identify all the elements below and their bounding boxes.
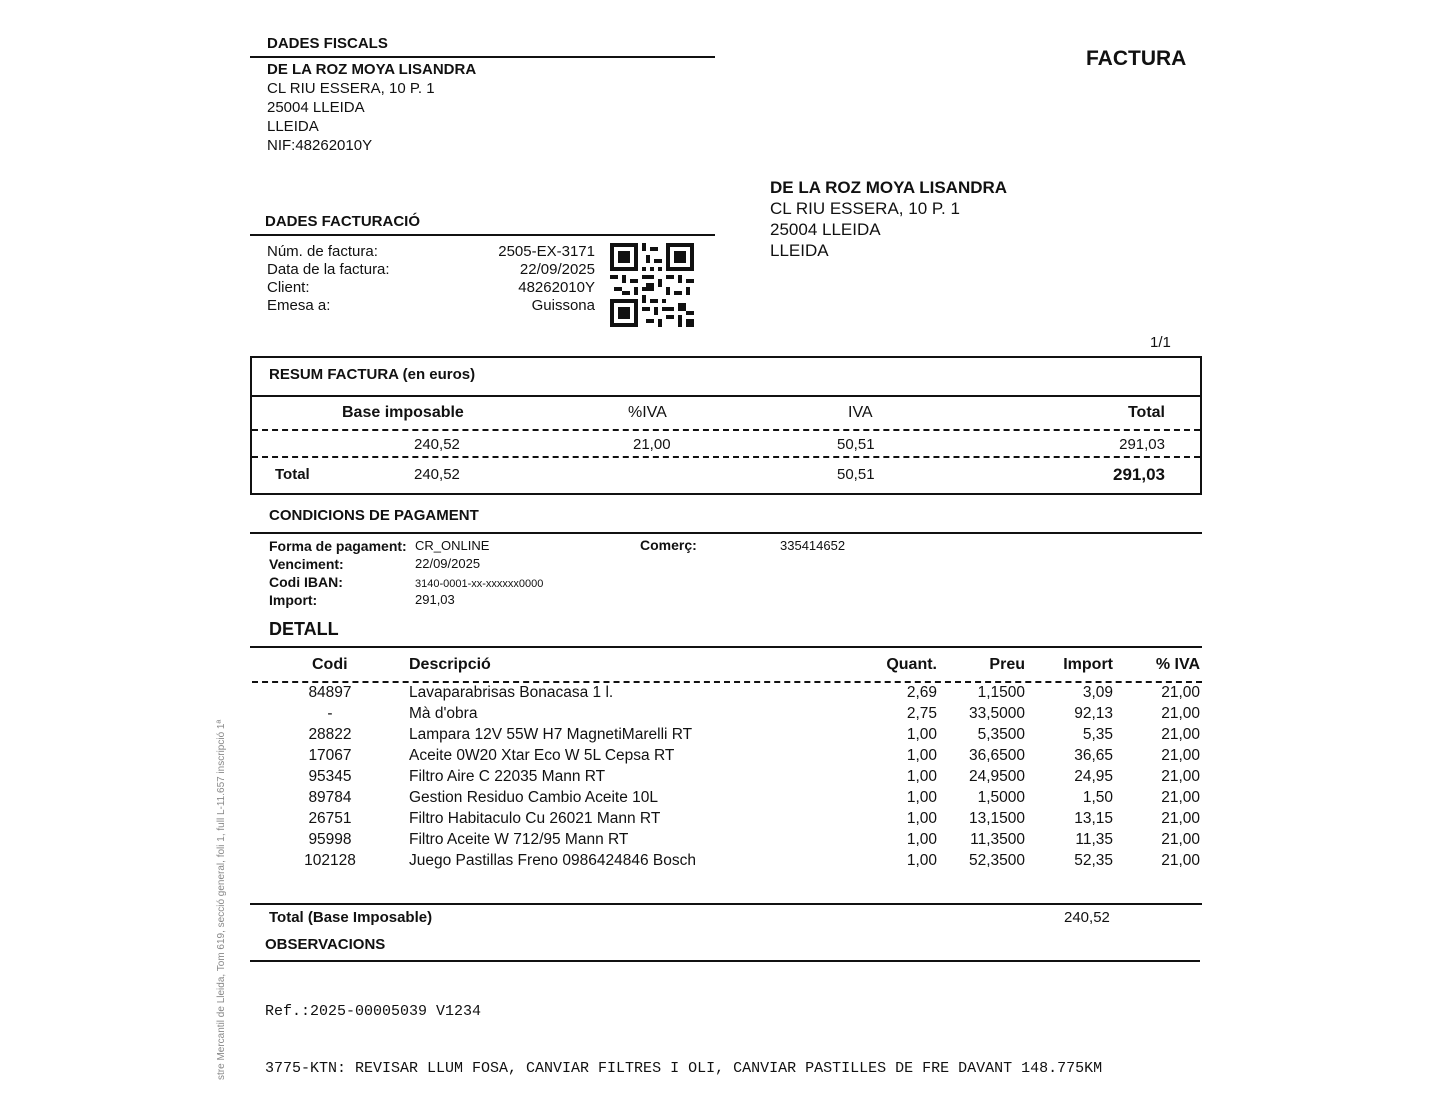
row-desc: Filtro Aceite W 712/95 Mann RT	[409, 831, 629, 848]
row-desc: Filtro Aire C 22035 Mann RT	[409, 768, 606, 785]
payment-block	[269, 537, 869, 609]
row-amount: 3,09	[1082, 684, 1113, 701]
row-price: 1,5000	[977, 789, 1025, 806]
summary-total-base: 240,52	[414, 466, 460, 483]
fiscal-heading-rule	[250, 56, 715, 58]
row-amount: 24,95	[1074, 768, 1113, 785]
row-price: 1,1500	[977, 684, 1025, 701]
fiscal-city: LLEIDA	[267, 118, 319, 135]
row-amount: 5,35	[1082, 726, 1113, 743]
table-row	[250, 810, 1202, 831]
row-qty: 2,69	[906, 684, 937, 701]
detail-heading: DETALL	[269, 619, 339, 639]
observation-line: Ref.:2025-00005039 V1234	[265, 1003, 482, 1020]
summary-base: 240,52	[414, 436, 460, 453]
row-desc: Juego Pastillas Freno 0986424846 Bosch	[409, 852, 696, 869]
row-desc: Lampara 12V 55W H7 MagnetiMarelli RT	[409, 726, 693, 743]
table-row	[250, 852, 1202, 873]
billing-label: Emesa a:	[267, 297, 331, 314]
row-code: 28822	[308, 726, 352, 743]
row-price: 33,5000	[968, 705, 1025, 722]
row-amount: 13,15	[1074, 810, 1113, 827]
row-price: 11,3500	[970, 831, 1025, 848]
table-row	[250, 831, 1202, 852]
detail-col-code: Codi	[312, 656, 348, 673]
payment-method-label: Forma de pagament:	[269, 538, 407, 554]
row-code: 17067	[308, 747, 352, 764]
summary-total: 291,03	[1119, 436, 1165, 453]
row-desc: Filtro Habitaculo Cu 26021 Mann RT	[409, 810, 661, 827]
detail-header-divider	[252, 681, 1202, 683]
recipient-city: LLEIDA	[770, 241, 829, 260]
row-qty: 2,75	[906, 705, 937, 722]
table-row	[250, 726, 1202, 747]
billing-label: Núm. de factura:	[267, 243, 378, 260]
recipient-block	[770, 177, 1007, 261]
row-qty: 1,00	[906, 747, 937, 764]
row-qty: 1,00	[906, 726, 937, 743]
row-qty: 1,00	[906, 810, 937, 827]
row-vat: 21,00	[1161, 768, 1200, 785]
row-vat: 21,00	[1161, 705, 1200, 722]
row-vat: 21,00	[1161, 684, 1200, 701]
detail-total-value: 240,52	[1064, 909, 1110, 926]
billing-row-issued-at	[267, 297, 597, 315]
row-price: 36,6500	[968, 747, 1025, 764]
row-vat: 21,00	[1161, 852, 1200, 869]
table-row	[250, 768, 1202, 789]
page-number: 1/1	[1150, 334, 1171, 351]
merchant-label: Comerç:	[640, 537, 697, 553]
table-row	[250, 789, 1202, 810]
recipient-postal: 25004 LLEIDA	[770, 220, 881, 239]
billing-row-invoice-date	[267, 261, 597, 279]
row-code: 84897	[308, 684, 352, 701]
row-qty: 1,00	[906, 768, 937, 785]
payment-heading-rule	[250, 532, 1202, 534]
row-price: 5,3500	[977, 726, 1025, 743]
summary-heading-rule	[250, 395, 1202, 397]
fiscal-heading: DADES FISCALS	[267, 35, 388, 52]
row-vat: 21,00	[1161, 810, 1200, 827]
billing-heading: DADES FACTURACIÓ	[265, 213, 421, 230]
table-row	[250, 747, 1202, 768]
summary-header-row	[250, 404, 1202, 424]
summary-total-iva: 50,51	[837, 466, 875, 483]
row-qty: 1,00	[906, 789, 937, 806]
table-row	[250, 684, 1202, 705]
recipient-name: DE LA ROZ MOYA LISANDRA	[770, 178, 1008, 197]
summary-col-base: Base imposable	[342, 404, 464, 421]
row-code: 89784	[308, 789, 352, 806]
qr-code-icon	[610, 243, 694, 327]
fiscal-name: DE LA ROZ MOYA LISANDRA	[267, 61, 477, 78]
detail-col-amount: Import	[1063, 656, 1113, 673]
payment-amount-label: Import:	[269, 592, 318, 608]
row-code: 95345	[308, 768, 352, 785]
row-price: 13,1500	[968, 810, 1025, 827]
row-vat: 21,00	[1161, 831, 1200, 848]
observations-text	[265, 964, 1102, 1097]
payment-amount-value: 291,03	[415, 592, 455, 607]
summary-col-pct: %IVA	[628, 404, 667, 421]
detail-header-row	[250, 656, 1202, 676]
fiscal-nif: NIF:48262010Y	[267, 137, 373, 154]
row-vat: 21,00	[1161, 789, 1200, 806]
row-code: 26751	[308, 810, 352, 827]
detail-heading-rule	[250, 646, 1202, 648]
billing-table	[267, 243, 597, 315]
row-desc: Lavaparabrisas Bonacasa 1 l.	[409, 684, 614, 701]
summary-grand-total: 291,03	[1113, 465, 1165, 484]
invoice-title: FACTURA	[1086, 47, 1187, 70]
observation-line: 3775-KTN: REVISAR LLUM FOSA, CANVIAR FILTRES I OLI, CANVIAR PASTILLES DE FRE DAVANT 148.775KM	[265, 1060, 1103, 1077]
row-code: 95998	[308, 831, 352, 848]
row-desc: Mà d'obra	[409, 705, 478, 722]
summary-iva: 50,51	[837, 436, 875, 453]
detail-col-qty: Quant.	[886, 656, 937, 673]
billing-value: Guissona	[531, 297, 595, 314]
detail-col-price: Preu	[989, 656, 1025, 673]
payment-method-value: CR_ONLINE	[415, 538, 490, 553]
summary-total-label: Total	[275, 466, 310, 483]
row-amount: 52,35	[1074, 852, 1113, 869]
fiscal-postal: 25004 LLEIDA	[267, 99, 365, 116]
fiscal-block	[267, 60, 476, 155]
summary-total-row	[250, 466, 1202, 486]
billing-label: Data de la factura:	[267, 261, 390, 278]
summary-col-iva: IVA	[848, 404, 873, 421]
summary-row	[250, 436, 1202, 456]
payment-due-label: Venciment:	[269, 556, 344, 572]
row-code: -	[327, 705, 333, 722]
observations-heading: OBSERVACIONS	[265, 936, 386, 953]
billing-label: Client:	[267, 279, 310, 296]
summary-pct: 21,00	[633, 436, 671, 453]
row-vat: 21,00	[1161, 726, 1200, 743]
table-row	[250, 705, 1202, 726]
row-amount: 92,13	[1074, 705, 1113, 722]
summary-header-divider	[252, 429, 1200, 431]
fiscal-address: CL RIU ESSERA, 10 P. 1	[267, 80, 435, 97]
payment-iban-label: Codi IBAN:	[269, 574, 343, 590]
summary-heading: RESUM FACTURA (en euros)	[269, 366, 476, 383]
payment-iban-row	[269, 573, 869, 591]
billing-row-invoice-number	[267, 243, 597, 261]
row-price: 24,9500	[968, 768, 1025, 785]
detail-total-rule	[250, 903, 1202, 905]
payment-due-row	[269, 555, 869, 573]
payment-due-value: 22/09/2025	[415, 556, 481, 571]
row-amount: 11,35	[1075, 831, 1113, 848]
row-code: 102128	[304, 852, 356, 869]
billing-row-client	[267, 279, 597, 297]
row-desc: Gestion Residuo Cambio Aceite 10L	[409, 789, 659, 806]
row-amount: 1,50	[1082, 789, 1113, 806]
row-price: 52,3500	[968, 852, 1025, 869]
summary-col-total: Total	[1127, 404, 1165, 421]
recipient-address: CL RIU ESSERA, 10 P. 1	[770, 199, 960, 218]
billing-value: 2505-EX-3171	[498, 243, 595, 260]
row-qty: 1,00	[906, 852, 937, 869]
billing-heading-rule	[250, 234, 715, 236]
summary-row-divider	[252, 456, 1200, 458]
payment-heading: CONDICIONS DE PAGAMENT	[269, 507, 479, 524]
row-amount: 36,65	[1074, 747, 1113, 764]
payment-iban-value: 3140-0001-xx-xxxxxx0000	[415, 578, 544, 590]
detail-col-vat: % IVA	[1155, 656, 1200, 673]
observations-heading-rule	[250, 960, 1200, 962]
payment-method-row	[269, 537, 869, 555]
billing-value: 22/09/2025	[519, 261, 595, 278]
row-vat: 21,00	[1161, 747, 1200, 764]
payment-amount-row	[269, 591, 869, 609]
row-desc: Aceite 0W20 Xtar Eco W 5L Cepsa RT	[409, 747, 675, 764]
registry-note: stre Mercantil de Lleida, Tom 619, secció general, foli 1, full L-11.657 inscripció 1ª	[216, 719, 227, 1080]
merchant-value: 335414652	[780, 538, 846, 553]
detail-col-desc: Descripció	[409, 656, 491, 673]
billing-value: 48262010Y	[518, 279, 595, 296]
detail-total-label: Total (Base Imposable)	[269, 909, 433, 926]
row-qty: 1,00	[906, 831, 937, 848]
